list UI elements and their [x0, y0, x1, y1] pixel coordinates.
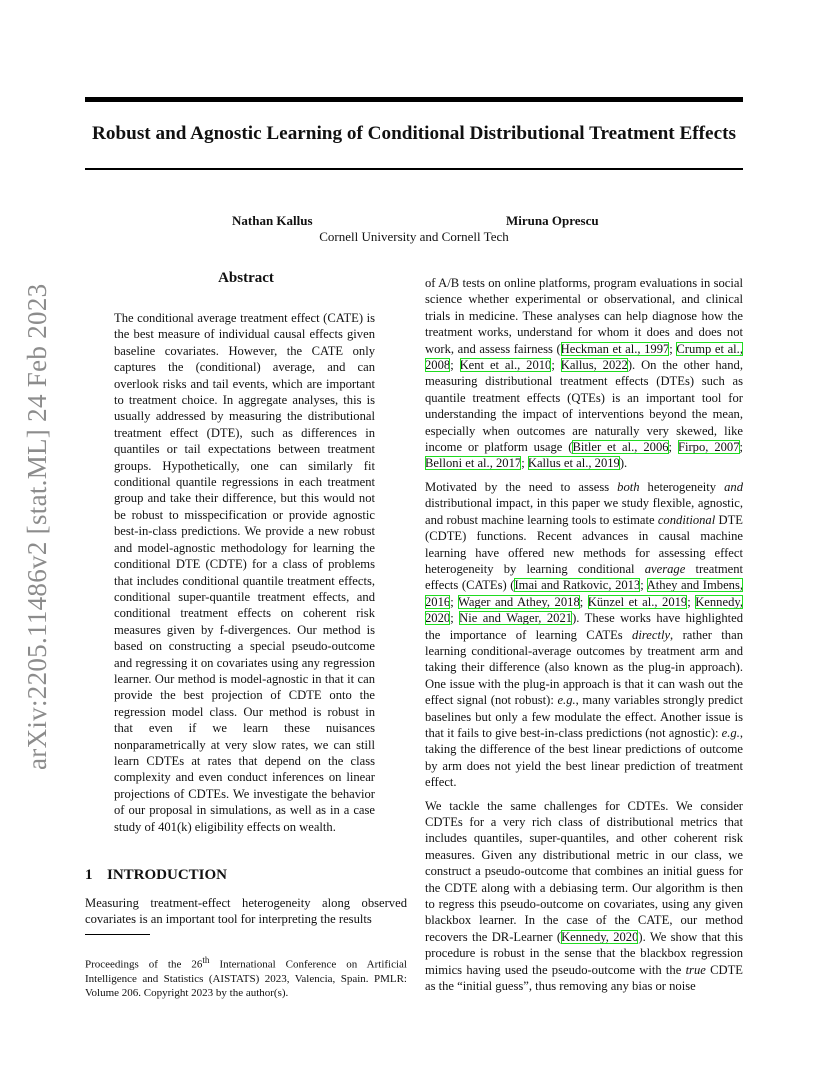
citation-link[interactable]: Bitler et al., 2006	[572, 440, 669, 455]
left-column	[85, 270, 407, 928]
citation-link[interactable]: Kennedy, 2020	[561, 929, 639, 944]
citation-link[interactable]: Kent et al., 2010	[459, 358, 552, 373]
section-number: 1	[85, 867, 93, 883]
author-affiliation: Cornell University and Cornell Tech	[319, 229, 509, 244]
right-column	[425, 275, 743, 1001]
intro-paragraph: Motivated by the need to assess both heterogeneity and distributional impact, in this paper we study flexible, agnostic, and robust machine learning tools to estimate conditional DTE (CDTE) functions. Recent advances in causal machine learning have offered new methods for assessing effect heterogeneity by learning conditional average treatment effects (CATEs) (Imai and Ratkovic, 2013; Athey and Imbens, 2016; Wager and Athey, 2018; Künzel et al., 2019; Kennedy, 2020; Nie and Wager, 2021). These works have highlighted the importance of learning CATEs directly, rather than learning conditional-average outcomes by treatment arm and taking their difference (also known as the plug-in approach). One issue with the plug-in approach is that it can wash out the effect signal (not robust): e.g., many variables strongly predict baselines but only a few modulate the effect. Another issue is that it fails to give best-in-class predictions (not agnostic): e.g., taking the difference of the best linear predictions of outcome by arm does not yield the best linear prediction of treatment effect.	[425, 479, 744, 790]
citation-link[interactable]: Künzel et al., 2019	[587, 594, 688, 609]
citation-link[interactable]: Kallus, 2022	[560, 358, 628, 373]
citation-link[interactable]: Athey and Imbens, 2016	[425, 578, 744, 609]
abstract-text: The conditional average treatment effect (CATE) is the best measure of individual causal effects given baseline covariates. However, the CATE only captures the (conditional) average, and can overlook risks and tail events, which are important to treatment choice. In aggregate analyses, this is usually addressed by measuring the distributional treatment effect (DTE), such as differences in quantiles or tail expectations between treatment groups. Hypothetically, one can similarly fit conditional quantile regressions in each treatment group and take their difference, but this would not be robust to misspecification or provide agnostic best-in-class predictions. We provide a new robust and model-agnostic methodology for learning the conditional DTE (CDTE) for a class of problems that includes conditional quantile treatment effects, conditional super-quantile treatment effects, and conditional treatment effects on coherent risk measures given by f-divergences. Our method is based on constructing a special pseudo-outcome and regressing it on covariates using any regression learner. Our method is model-agnostic in that it can provide the best projection of CDTE onto the regression model class. Our method is robust in that even if we learn these nuisances nonparametrically at very slow rates, we can still learn CDTEs at rates that depend on the class complexity and even conduct inferences on linear projections of CDTEs. We investigate the behavior of our proposal in simulations, as well as in a case study of 401(k) eligibility effects on wealth.	[114, 311, 375, 834]
section-title: INTRODUCTION	[107, 867, 228, 883]
citation-link[interactable]: Firpo, 2007	[677, 440, 740, 455]
citation-link[interactable]: Kallus et al., 2019	[527, 456, 620, 471]
citation-link[interactable]: Crump et al., 2008	[425, 341, 743, 373]
author-name: Nathan Kallus	[232, 213, 313, 228]
paper-title: Robust and Agnostic Learning of Conditional Distributional Treatment Effects	[92, 123, 736, 144]
intro-paragraph: Measuring treatment-effect heterogeneity along observed covariates is an important tool for interpreting the results	[85, 896, 407, 927]
title-bottom-rule	[85, 168, 743, 170]
citation-link[interactable]: Nie and Wager, 2021	[459, 611, 573, 626]
citation-link[interactable]: Kennedy, 2020	[425, 594, 743, 626]
proceedings-footnote: Proceedings of the 26th International Conference on Artificial Intelligence and Statistics (AISTATS) 2023, Valencia, Spain. PMLR: Volume 206. Copyright 2023 by the author(s).	[85, 955, 407, 1000]
section-heading	[85, 867, 407, 884]
title-top-rule	[85, 97, 743, 102]
author-name: Miruna Oprescu	[506, 213, 599, 228]
citation-link[interactable]: Belloni et al., 2017	[425, 456, 522, 471]
intro-paragraph: We tackle the same challenges for CDTEs. We consider CDTEs for a very rich class of distributional metrics that includes quantiles, super-quantiles, and other coherent risk measures. Given any distributional metric in our class, we construct a pseudo-outcome that combines an initial guess for the CDTE along with a debiasing term. Our algorithm is then to regress this pseudo-outcome on covariates, using any given blackbox learner. In the case of the CATE, our method recovers the DR-Learner (Kennedy, 2020). We show that this procedure is robust in the sense that the blackbox regression mimics having used the pseudo-outcome with the true CDTE as the “initial guess”, thus removing any bias or noise	[425, 798, 743, 994]
citation-link[interactable]: Wager and Athey, 2018	[457, 594, 580, 609]
abstract-heading: Abstract	[218, 270, 274, 286]
intro-paragraph: of A/B tests on online platforms, program evaluations in social science whether experimental or observational, and clinical trials in medicine. These analyses can help diagnose how the treatment works, understand for whom it does and does not work, and assess fairness (Heckman et al., 1997; Crump et al., 2008; Kent et al., 2010; Kallus, 2022). On the other hand, measuring distributional treatment effects (DTEs) such as quantile treatment effects (QTEs) is an important tool for understanding the impact of interventions beyond the mean, especially when outcomes are naturally very skewed, like income or platform usage (Bitler et al., 2006; Firpo, 2007; Belloni et al., 2017; Kallus et al., 2019).	[425, 276, 744, 471]
footnote-rule	[85, 934, 150, 935]
arxiv-identifier-stamp: arXiv:2205.11486v2 [stat.ML] 24 Feb 2023	[22, 283, 52, 770]
citation-link[interactable]: Heckman et al., 1997	[560, 341, 670, 356]
citation-link[interactable]: Imai and Ratkovic, 2013	[514, 578, 641, 593]
